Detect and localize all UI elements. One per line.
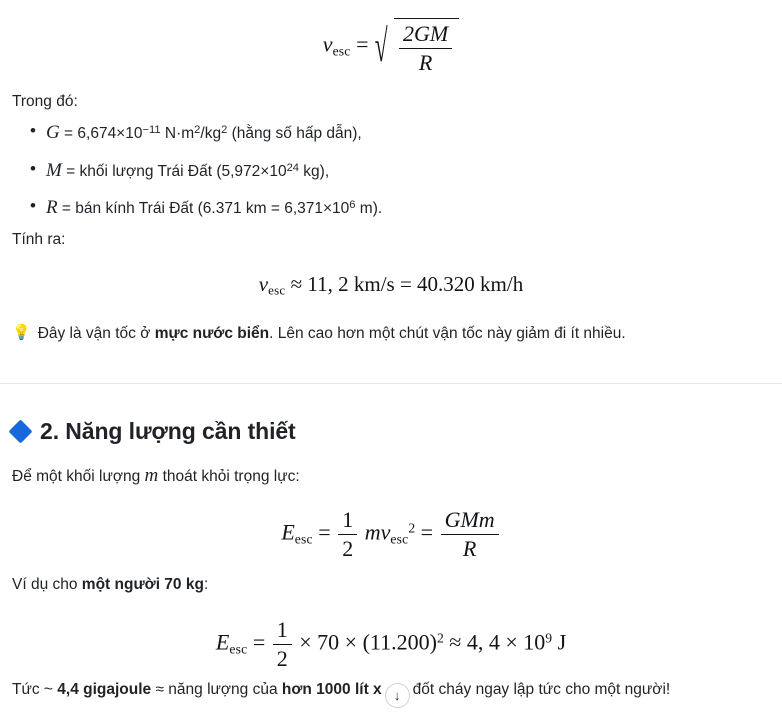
constant-symbol-G: G (46, 122, 60, 143)
formula4-equals: = (252, 629, 266, 655)
formula4-times-3: × (505, 629, 518, 655)
formula1-sqrt (374, 18, 459, 75)
formula3-gmm-fraction (441, 508, 499, 561)
formula4-lhs-subscript: esc (229, 641, 248, 657)
constant-G-text: = 6,674×10 (59, 125, 143, 142)
section-divider (0, 383, 782, 384)
formula4-frac-numerator: 1 (273, 618, 292, 645)
formula2-value1: 11, 2 (307, 272, 349, 296)
note-bold: mực nước biển (154, 325, 270, 342)
formula4-unit: J (557, 629, 567, 655)
constant-R-text: = bán kính Trái Đất (6.371 km = 6,371×10 (57, 200, 350, 217)
formula2-unit1: km/s (353, 272, 395, 296)
constant-R-tail: m). (355, 200, 383, 217)
formula3-term-superscript: 2 (408, 520, 416, 536)
constant-M-tail: kg), (299, 162, 330, 180)
formula4-power-base: 10 (523, 629, 546, 655)
formula4-lhs-variable: E (215, 629, 230, 655)
example-after: : (203, 576, 209, 593)
example-bold: một người 70 kg (81, 576, 204, 593)
formula3-equals-2: = (420, 519, 434, 545)
constant-M-exponent: 24 (286, 161, 299, 174)
formula4-times-1: × (299, 629, 312, 655)
intro-after: thoát khỏi trọng lực: (158, 468, 300, 485)
formula3-half-fraction (338, 508, 357, 561)
escape-velocity-formula (0, 18, 782, 75)
formula3-term-subscript: esc (390, 531, 409, 547)
formula4-power-exponent: 9 (545, 630, 553, 646)
list-item (12, 119, 712, 148)
formula2-unit2: km/h (480, 272, 524, 296)
down-arrow-icon[interactable]: ↓ (385, 683, 410, 708)
formula4-approx: ≈ (449, 629, 462, 655)
formula2-equals: = (399, 272, 412, 296)
constant-M-text: = khối lượng Trái Đất (5,972×10 (61, 162, 287, 180)
formula2-lhs-variable: v (258, 272, 269, 296)
example-before: Ví dụ cho (12, 576, 82, 593)
list-item (12, 157, 712, 186)
formula1-equals: = (356, 31, 369, 57)
note-text-before: Đây là vận tốc ở (37, 325, 155, 342)
formula4-mass: 70 (317, 629, 340, 655)
formula3-lhs-subscript: esc (294, 531, 313, 547)
formula4-paren: (11.200) (362, 629, 437, 655)
formula4-frac-denominator: 2 (276, 645, 288, 671)
constant-symbol-R: R (46, 197, 58, 218)
constant-G-tail: (hằng số hấp dẫn), (227, 125, 362, 142)
sea-level-note (12, 322, 772, 345)
example-label (12, 573, 208, 597)
formula3-equals-1: = (318, 519, 331, 545)
constant-G-exponent: −11 (142, 123, 161, 136)
formula3-lhs-variable: E (281, 519, 295, 545)
conclusion-after: đốt cháy ngay lập tức cho một người! (412, 681, 671, 698)
intro-before: Để một khối lượng (12, 468, 145, 485)
where-label: Trong đó: (12, 93, 78, 110)
intro-variable-m: m (144, 465, 159, 486)
constant-G-unit-sup2: 2 (221, 123, 228, 136)
section-2-intro (12, 461, 300, 490)
formula1-lhs-variable: v (322, 31, 333, 57)
section-2-title: 2. Năng lượng cần thiết (40, 418, 296, 444)
radical-icon: √ (374, 20, 388, 72)
formula3-frac-denominator: 2 (342, 535, 354, 561)
formula3-frac2-denominator: R (462, 535, 477, 561)
note-text (38, 322, 626, 345)
escape-energy-formula (0, 508, 782, 561)
formula1-numerator: 2GM (399, 22, 452, 49)
lightbulb-icon: 💡 (12, 324, 31, 341)
formula1-lhs-subscript: esc (332, 43, 351, 59)
example-energy-formula (0, 618, 782, 671)
note-text-after: . Lên cao hơn một chút vận tốc này giảm đi ít nhiều. (269, 325, 626, 342)
formula4-half-fraction (273, 618, 292, 671)
list-item (12, 194, 712, 223)
constant-G-unit-sup1: 2 (194, 123, 201, 136)
conclusion-bold-2: hơn 1000 lít x (281, 681, 382, 698)
formula2-value2: 40.320 (417, 272, 475, 296)
escape-velocity-result-formula (0, 272, 782, 299)
conclusion-bold-1: 4,4 gigajoule (57, 681, 152, 698)
formula3-term: mv (364, 519, 391, 545)
formula4-paren-superscript: 2 (436, 630, 444, 646)
constant-R-exponent: 6 (349, 198, 356, 211)
formula1-denominator: R (418, 49, 433, 75)
conclusion-before: Tức ~ (12, 681, 58, 698)
formula2-approx: ≈ (290, 272, 303, 296)
constant-G-unit-mid: /kg (200, 125, 222, 142)
constant-symbol-M: M (46, 159, 62, 181)
conclusion-text (12, 678, 772, 708)
formula4-result: 4, 4 (466, 629, 500, 655)
formula2-lhs-subscript: esc (268, 282, 286, 298)
formula4-times-2: × (344, 629, 358, 655)
formula3-frac-numerator: 1 (338, 508, 357, 535)
result-label: Tính ra: (12, 231, 66, 248)
conclusion-mid: ≈ năng lượng của (151, 681, 282, 698)
formula3-frac2-numerator: GMm (441, 508, 499, 535)
blue-diamond-icon (8, 419, 32, 443)
formula1-fraction (399, 22, 452, 75)
constant-G-unit-text: N·m (160, 125, 195, 142)
section-2-heading (12, 418, 296, 445)
formula1-radicand (394, 18, 459, 75)
constants-list (12, 119, 712, 232)
